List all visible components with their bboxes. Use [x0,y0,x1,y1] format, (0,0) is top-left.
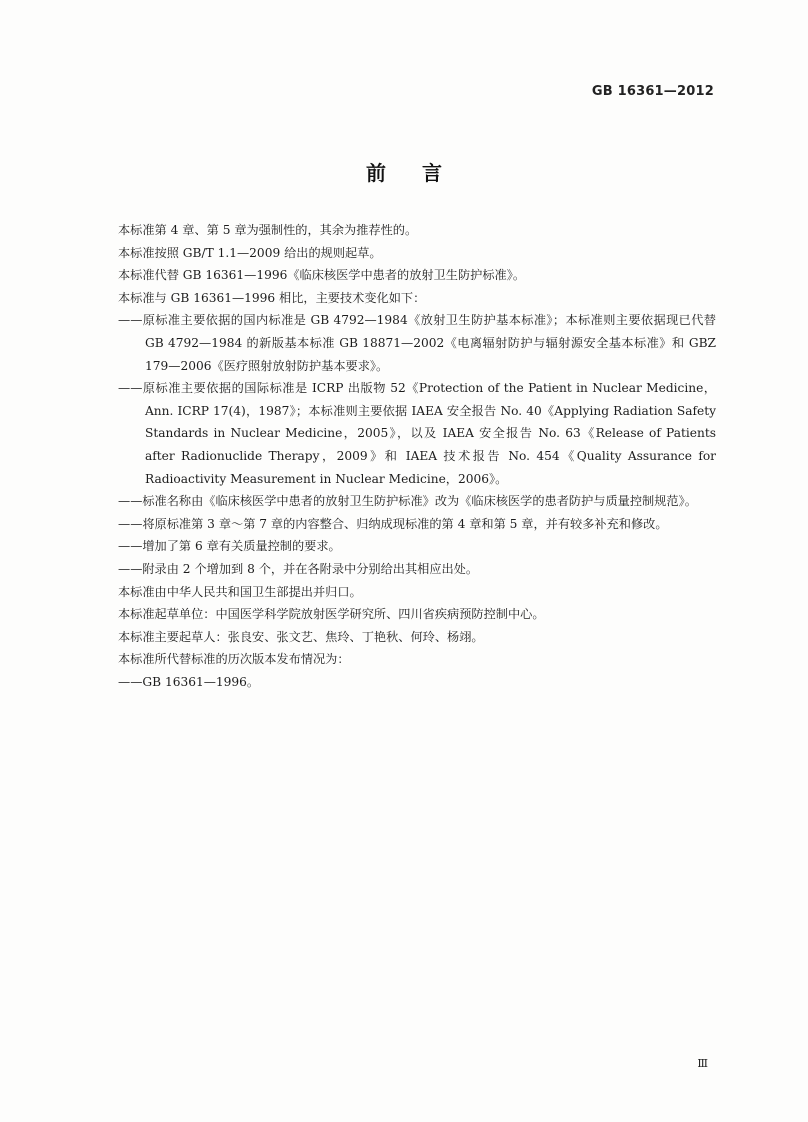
paragraph: 本标准所代替标准的历次版本发布情况为： [118,652,350,667]
paragraph: 本标准按照 GB/T 1.1—2009 给出的规则起草。 [118,245,382,260]
change-item: ——原标准主要依据的国内标准是 GB 4792—1984《放射卫生防护基本标准》；本标准则主要依据现已代替 GB 4792—1984 的新版基本标准 GB 18871—2002《电离辐射防护与辐射源安全基本标准》和 GBZ 179—2006《医疗照射放射防护基本要求》。 [118,313,716,373]
paragraph: 本标准第 4 章、第 5 章为强制性的，其余为推荐性的。 [118,223,418,237]
change-item: ——标准名称由《临床核医学中患者的放射卫生防护标准》改为《临床核医学的患者防护与质量控制规范》。 [118,494,697,509]
paragraph: 本标准由中华人民共和国卫生部提出并归口。 [118,584,362,599]
change-item: ——原标准主要依据的国际标准是 ICRP 出版物 52《Protection of the Patient in Nuclear Medicine，Ann. ICRP 17(4)，1987》；本标准则主要依据 IAEA 安全报告 No. 40《Applying Radiation Safety Standards in Nuclear Medicine，2005》，以及 IAEA 安全报告 No. 63《Release of Patients after Radionuclide Therapy，2009》和 IAEA 技术报告 No. 454《Quality Assurance for Radioactivity Measurement in Nuclear Medicine，2006》。 [118,381,716,486]
change-item: ——将原标准第 3 章～第 7 章的内容整合、归纳成现标准的第 4 章和第 5 章，并有较多补充和修改。 [118,516,668,531]
history-item: ——GB 16361—1996。 [118,674,260,689]
foreword-body [118,219,716,693]
change-item: ——附录由 2 个增加到 8 个，并在各附录中分别给出其相应出处。 [118,561,479,576]
paragraph: 本标准起草单位：中国医学科学院放射医学研究所、四川省疾病预防控制中心。 [118,607,545,622]
change-item: ——增加了第 6 章有关质量控制的要求。 [118,539,341,554]
page-title: 前言 [366,161,478,185]
standard-number: GB 16361—2012 [591,84,714,99]
paragraph: 本标准主要起草人：张良安、张文艺、焦玲、丁艳秋、何玲、杨翊。 [118,629,484,644]
paragraph: 本标准与 GB 16361—1996 相比，主要技术变化如下： [118,290,426,305]
page-number: Ⅲ [697,1057,708,1070]
paragraph: 本标准代替 GB 16361—1996《临床核医学中患者的放射卫生防护标准》。 [118,268,526,283]
